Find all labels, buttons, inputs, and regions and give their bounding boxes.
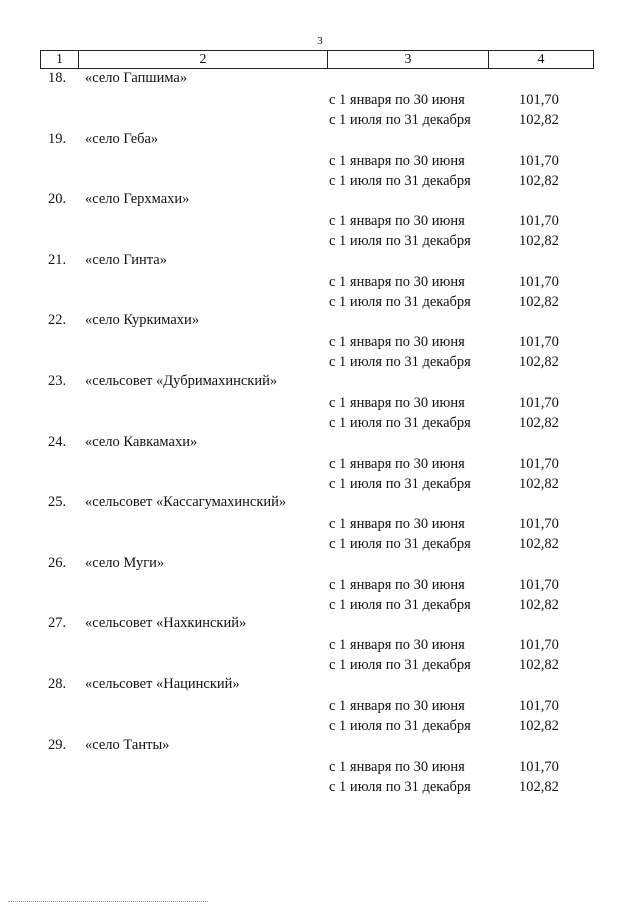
entry-number: 28. bbox=[48, 675, 67, 692]
tariff-list bbox=[40, 68, 595, 795]
settlement-name: «сельсовет «Нахкинский» bbox=[85, 615, 247, 632]
column-header-4: 4 bbox=[489, 51, 594, 69]
period-second-half: с 1 июля по 31 декабря bbox=[329, 596, 471, 613]
scan-artifact-dots bbox=[8, 899, 208, 902]
tariff-value-second-half: 102,82 bbox=[519, 414, 559, 431]
entry-number: 29. bbox=[48, 736, 67, 753]
tariff-value-first-half: 101,70 bbox=[519, 576, 559, 593]
settlement-name: «село Гинта» bbox=[85, 251, 167, 268]
entry-number: 24. bbox=[48, 433, 67, 450]
period-first-half: с 1 января по 30 июня bbox=[329, 697, 465, 714]
list-item bbox=[40, 189, 595, 250]
period-first-half: с 1 января по 30 июня bbox=[329, 213, 465, 230]
tariff-value-first-half: 101,70 bbox=[519, 455, 559, 472]
column-header-1: 1 bbox=[41, 51, 79, 69]
period-second-half: с 1 июля по 31 декабря bbox=[329, 172, 471, 189]
period-second-half: с 1 июля по 31 декабря bbox=[329, 112, 471, 128]
period-second-half: с 1 июля по 31 декабря bbox=[329, 233, 471, 250]
list-item bbox=[40, 735, 595, 796]
page-number: 3 bbox=[317, 35, 323, 47]
period-second-half: с 1 июля по 31 декабря bbox=[329, 354, 471, 371]
settlement-name: «сельсовет «Нацинский» bbox=[85, 675, 240, 692]
period-first-half: с 1 января по 30 июня bbox=[329, 394, 465, 411]
period-second-half: с 1 июля по 31 декабря bbox=[329, 778, 471, 795]
period-first-half: с 1 января по 30 июня bbox=[329, 758, 465, 775]
column-header-row bbox=[41, 51, 594, 69]
tariff-value-second-half: 102,82 bbox=[519, 354, 559, 371]
tariff-value-first-half: 101,70 bbox=[519, 334, 559, 351]
list-item bbox=[40, 371, 595, 432]
list-item bbox=[40, 492, 595, 553]
tariff-value-first-half: 101,70 bbox=[519, 92, 559, 108]
tariff-value-second-half: 102,82 bbox=[519, 596, 559, 613]
settlement-name: «село Муги» bbox=[85, 554, 165, 571]
column-header-2: 2 bbox=[79, 51, 328, 69]
settlement-name: «село Геба» bbox=[85, 130, 159, 147]
tariff-value-first-half: 101,70 bbox=[519, 637, 559, 654]
entry-number: 25. bbox=[48, 494, 67, 511]
tariff-value-second-half: 102,82 bbox=[519, 233, 559, 250]
entry-number: 26. bbox=[48, 554, 67, 571]
entry-number: 21. bbox=[48, 251, 67, 268]
period-second-half: с 1 июля по 31 декабря bbox=[329, 536, 471, 553]
entry-number: 20. bbox=[48, 191, 67, 208]
period-first-half: с 1 января по 30 июня bbox=[329, 576, 465, 593]
tariff-value-second-half: 102,82 bbox=[519, 717, 559, 734]
tariff-value-second-half: 102,82 bbox=[519, 657, 559, 674]
settlement-name: «село Гапшима» bbox=[85, 70, 188, 86]
entry-number: 19. bbox=[48, 130, 67, 147]
list-item bbox=[40, 310, 595, 371]
settlement-name: «село Герхмахи» bbox=[85, 191, 190, 208]
tariff-value-second-half: 102,82 bbox=[519, 112, 559, 128]
period-first-half: с 1 января по 30 июня bbox=[329, 334, 465, 351]
period-first-half: с 1 января по 30 июня bbox=[329, 516, 465, 533]
period-second-half: с 1 июля по 31 декабря bbox=[329, 475, 471, 492]
column-header-table bbox=[40, 50, 594, 69]
tariff-value-second-half: 102,82 bbox=[519, 293, 559, 310]
tariff-value-first-half: 101,70 bbox=[519, 697, 559, 714]
period-second-half: с 1 июля по 31 декабря bbox=[329, 293, 471, 310]
list-item bbox=[40, 674, 595, 735]
list-item bbox=[40, 250, 595, 311]
list-item bbox=[40, 432, 595, 493]
tariff-value-first-half: 101,70 bbox=[519, 758, 559, 775]
tariff-value-first-half: 101,70 bbox=[519, 152, 559, 169]
tariff-value-first-half: 101,70 bbox=[519, 516, 559, 533]
period-second-half: с 1 июля по 31 декабря bbox=[329, 657, 471, 674]
period-first-half: с 1 января по 30 июня bbox=[329, 152, 465, 169]
settlement-name: «село Кавкамахи» bbox=[85, 433, 198, 450]
settlement-name: «село Танты» bbox=[85, 736, 170, 753]
entry-number: 23. bbox=[48, 372, 67, 389]
settlement-name: «село Куркимахи» bbox=[85, 312, 200, 329]
tariff-value-second-half: 102,82 bbox=[519, 172, 559, 189]
tariff-value-second-half: 102,82 bbox=[519, 475, 559, 492]
entry-number: 27. bbox=[48, 615, 67, 632]
list-item bbox=[40, 553, 595, 614]
list-item bbox=[40, 129, 595, 190]
tariff-value-first-half: 101,70 bbox=[519, 213, 559, 230]
period-first-half: с 1 января по 30 июня bbox=[329, 92, 465, 108]
period-second-half: с 1 июля по 31 декабря bbox=[329, 717, 471, 734]
tariff-value-first-half: 101,70 bbox=[519, 394, 559, 411]
tariff-value-second-half: 102,82 bbox=[519, 536, 559, 553]
tariff-value-first-half: 101,70 bbox=[519, 273, 559, 290]
settlement-name: «сельсовет «Кассагумахинский» bbox=[85, 494, 287, 511]
period-first-half: с 1 января по 30 июня bbox=[329, 273, 465, 290]
settlement-name: «сельсовет «Дубримахинский» bbox=[85, 372, 278, 389]
entry-number: 22. bbox=[48, 312, 67, 329]
entry-number: 18. bbox=[48, 70, 67, 86]
column-header-3: 3 bbox=[328, 51, 489, 69]
period-first-half: с 1 января по 30 июня bbox=[329, 455, 465, 472]
tariff-value-second-half: 102,82 bbox=[519, 778, 559, 795]
list-item bbox=[40, 613, 595, 674]
period-second-half: с 1 июля по 31 декабря bbox=[329, 414, 471, 431]
list-item bbox=[40, 68, 595, 129]
period-first-half: с 1 января по 30 июня bbox=[329, 637, 465, 654]
